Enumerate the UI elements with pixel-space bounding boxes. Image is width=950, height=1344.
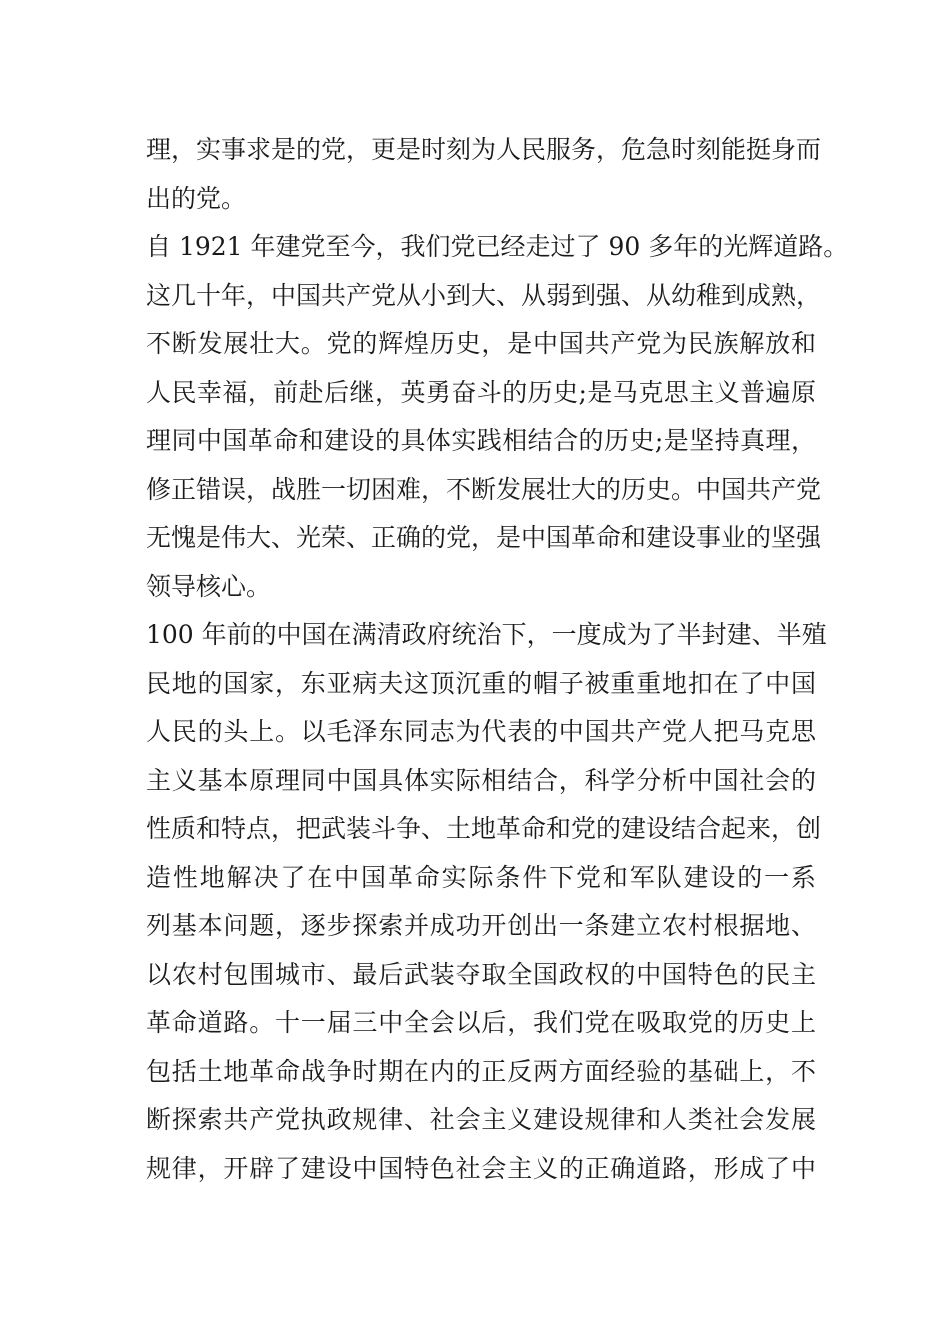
text-line: 造性地解决了在中国革命实际条件下党和军队建设的一系 xyxy=(146,862,816,892)
text-line: 主义基本原理同中国具体实际相结合，科学分析中国社会的 xyxy=(146,765,816,795)
text-line: 这几十年，中国共产党从小到大、从弱到强、从幼稚到成熟， xyxy=(146,280,822,310)
text-line: 自 1921 年建党至今，我们党已经走过了 90 多年的光辉道路。 xyxy=(146,232,849,261)
text-line: 民地的国家，东亚病夫这顶沉重的帽子被重重地扣在了中国 xyxy=(146,668,816,698)
text-line: 性质和特点，把武装斗争、土地革命和党的建设结合起来，创 xyxy=(146,814,822,843)
text-line: 出的党。 xyxy=(146,183,247,213)
text-line: 断探索共产党执政规律、社会主义建设规律和人类社会发展 xyxy=(146,1105,816,1134)
text-line: 规律，开辟了建设中国特色社会主义的正确道路，形成了中 xyxy=(146,1153,816,1183)
text-line: 包括土地革命战争时期在内的正反两方面经验的基础上，不 xyxy=(146,1056,816,1086)
text-line: 领导核心。 xyxy=(146,571,272,601)
text-line: 人民幸福，前赴后继，英勇奋斗的历史;是马克思主义普遍原 xyxy=(146,377,816,407)
text-line: 列基本问题，逐步探索并成功开创出一条建立农村根据地、 xyxy=(146,911,816,940)
text-line: 理，实事求是的党，更是时刻为人民服务，危急时刻能挺身而 xyxy=(146,135,822,164)
text-line: 不断发展壮大。党的辉煌历史，是中国共产党为民族解放和 xyxy=(146,329,816,358)
body-text xyxy=(146,126,849,1193)
text-line: 理同中国革命和建设的具体实践相结合的历史;是坚持真理， xyxy=(146,426,816,455)
text-line: 人民的头上。以毛泽东同志为代表的中国共产党人把马克思 xyxy=(146,717,816,746)
text-line: 100 年前的中国在满清政府统治下，一度成为了半封建、半殖 xyxy=(146,620,827,649)
text-line: 革命道路。十一届三中全会以后，我们党在吸取党的历史上 xyxy=(146,1008,816,1037)
text-line: 修正错误，战胜一切困难，不断发展壮大的历史。中国共产党 xyxy=(146,474,822,504)
text-line: 无愧是伟大、光荣、正确的党，是中国革命和建设事业的坚强 xyxy=(146,523,822,552)
text-line: 以农村包围城市、最后武装夺取全国政权的中国特色的民主 xyxy=(146,959,816,989)
